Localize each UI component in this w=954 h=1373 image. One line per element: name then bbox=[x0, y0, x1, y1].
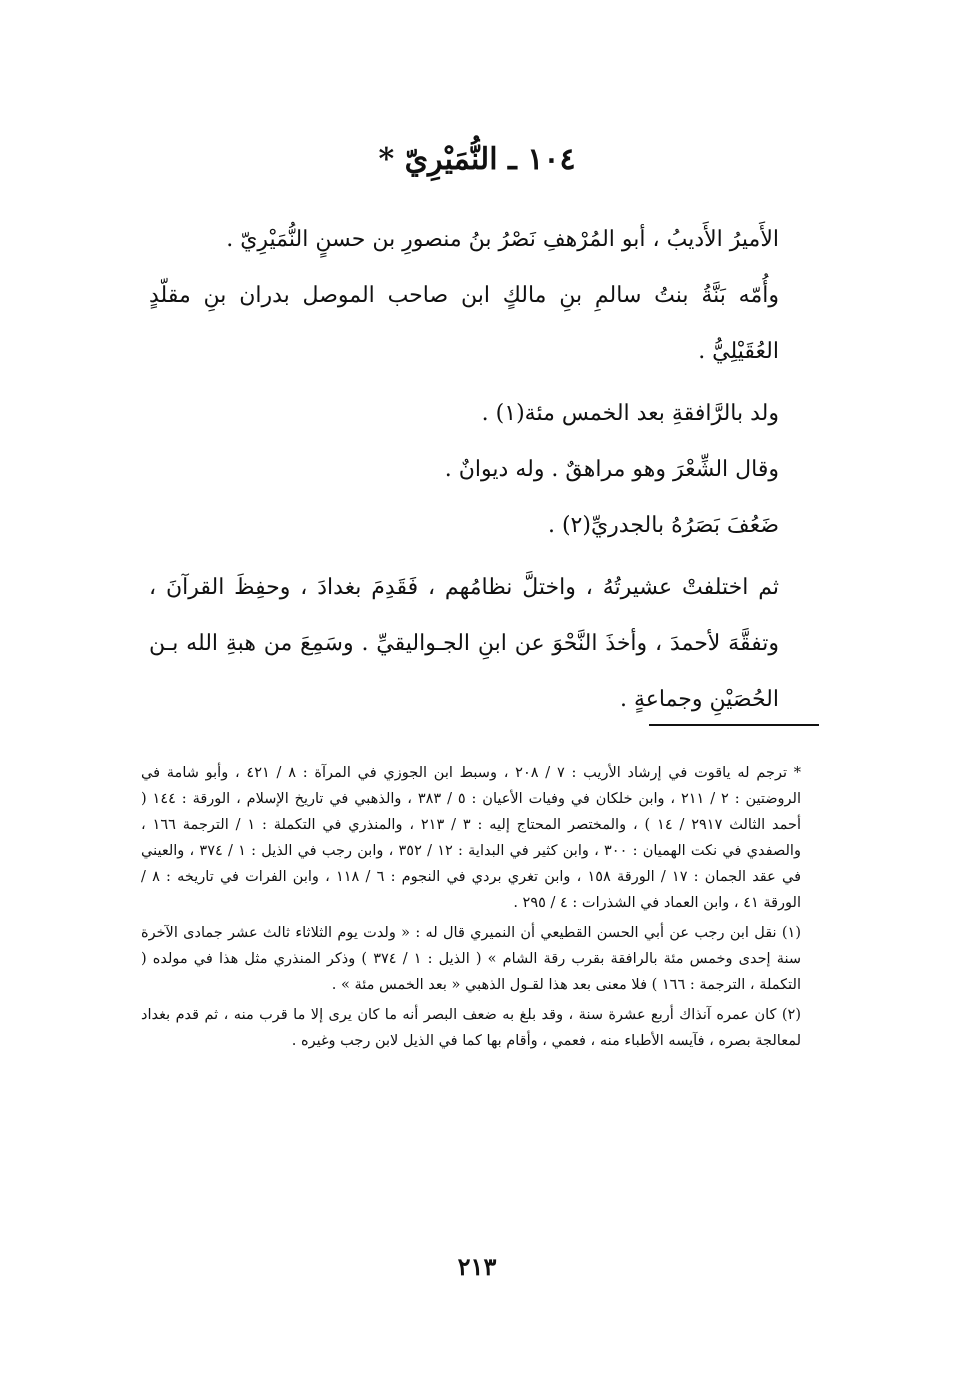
footnote-2: (٢) كان عمره آنذاك أربع عشرة سنة ، وقد بلغ به ضعف البصر أنه ما كان يرى إلا ما قرب منه ، ثم قدم بغداد لمعالجة بصره ، فآيسه الأطباء منه ، فعمي ، وأقام بها كما في الذيل لابن رجب وغيره . bbox=[141, 1007, 801, 1049]
footnote-star: * ترجم له ياقوت في إرشاد الأريب : ٧ / ٢٠٨ ، وسبط ابن الجوزي في المرآة : ٨ / ٤٢١ ، وأبو شامة في الروضتين : ٢ / ٢١١ ، وابن خلكان في وفيات الأعيان : ٥ / ٣٨٣ ، والذهبي في تاريخ الإسلام ، الورقة : ١٤٤ ( أحمد الثالث ٢٩١٧ / ١٤ ) ، والمختصر المحتاج إليه : ٣ / ٢١٣ ، والمنذري في التكملة : ١ / الترجمة ١٦٦ ، والصفدي في نكت الهميان : ٣٠٠ ، وابن كثير في البداية : ١٢ / ٣٥٢ ، وابن رجب في الذيل : ١ / ٣٧٤ ، والعيني في عقد الجمان : ١٧ / الورقة ١٥٨ ، وابن تغري بردي في النجوم : ٦ / ١١٨ ، وابن الفرات في تاريخه : ٨ / الورقة ٤١ ، وابن العماد في الشذرات : ٤ / ٢٩٥ . bbox=[141, 765, 802, 911]
main-text bbox=[149, 212, 819, 728]
paragraph-mother: وأُمّه بَنَّةُ بنتُ سالمِ بنِ مالكٍ ابن صاحب الموصل بدران بنِ مقلّدٍ العُقَيْلِيُّ . bbox=[149, 283, 779, 364]
footnote-1: (١) نقل ابن رجب عن أبي الحسن القطيعي أن النميري قال له : « ولدت يوم الثلاثاء ثالث عشر جمادى الآخرة سنة إحدى وخمس مئة بالرافقة بقرب رقة الشام » ( الذيل : ١ / ٣٧٤ ) وذكر المنذري مثل هذا في مولده ( التكملة ، الترجمة : ١٦٦ ) فلا معنى بعد هذا لقـول الذهبي « بعد الخمس مئة » . bbox=[141, 925, 802, 993]
entry-title: ١٠٤ ـ النُّمَيْرِيّ * bbox=[378, 142, 576, 177]
paragraph-poetry: وقال الشِّعْرَ وهو مراهقٌ . وله ديوانٌ . bbox=[444, 457, 779, 482]
paragraph-name: الأَميرُ الأَديبُ ، أبو المُرْهفِ نَصْرُ بنُ منصورِ بن حسنٍ النُّمَيْرِيّ . bbox=[226, 227, 779, 252]
footnotes bbox=[141, 760, 819, 1058]
paragraph-sight: ضَعُفَ بَصَرُهُ بالجدريِّ(٢) . bbox=[547, 513, 779, 538]
footnote-divider bbox=[649, 724, 819, 726]
paragraph-baghdad: ثم اختلفتْ عشيرتُهُ ، واختلَّ نظامُهم ، فَقَدِمَ بغدادَ ، وحفِظَ القرآنَ ، وتفقَّهَ لأحمدَ ، وأخذَ النَّحْوَ عن ابنِ الجـواليقيِّ . وسَمِعَ من هبةِ الله بـن الحُصَيْنِ وجماعةٍ . bbox=[149, 575, 779, 712]
page-number: ٢١٣ bbox=[457, 1252, 497, 1281]
paragraph-birth: ولد بالرَّافقةِ بعد الخمس مئة(١) . bbox=[481, 401, 779, 426]
